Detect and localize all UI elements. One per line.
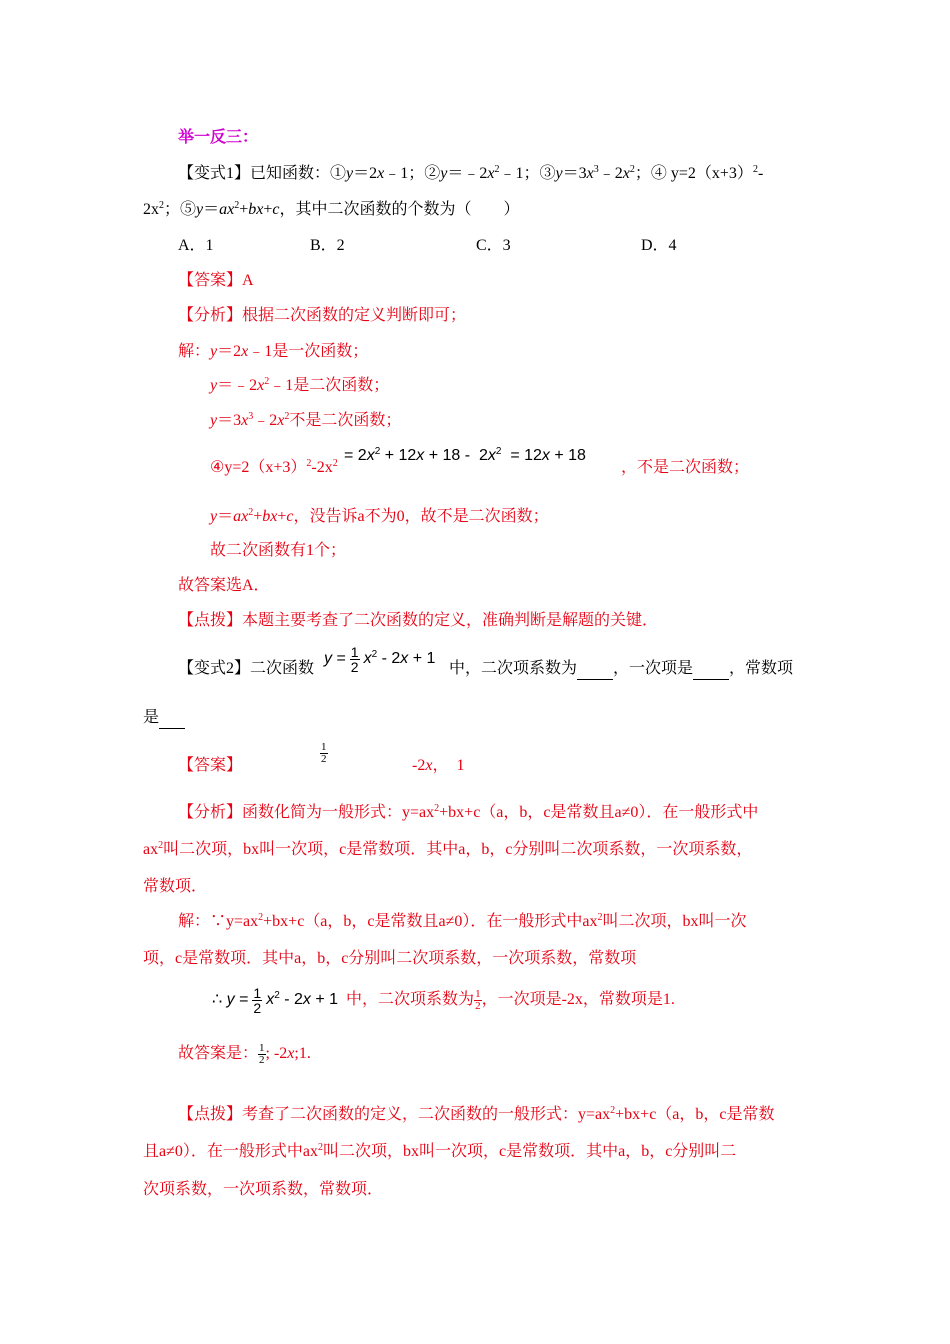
v2-answer-rest: -2x， 1: [412, 757, 465, 774]
v1-question-line1: 【变式1】已知函数：①y＝2x﹣1；$②y=﹣2x^2﹣1$；$③y=3x^3﹣2x^2$；④ $y=2(x+3)^2-$: [178, 164, 764, 182]
v1-solution-4-left: $④y=2(x+3)^2-2x^2$: [210, 458, 338, 476]
v1-option-c: C．3: [476, 237, 511, 254]
v1-answer: 【答案】A: [178, 272, 254, 289]
v2-analysis-1: 【分析】函数化简为一般形式：$y=ax^2+bx+c(a$，b，c是常数且a≠0）．在一般形式中: [178, 803, 759, 821]
v2-tip-2: 且a≠0）．在一般形式中$ax^2$叫二次项，bx叫一次项，c是常数项．其中a，b，c分别叫二: [143, 1142, 737, 1160]
v1-solution-6: 故二次函数有1个；: [210, 542, 347, 559]
v1-option-a: A．1: [178, 237, 214, 254]
v2-tip-3: 次项系数，一次项系数，常数项．: [143, 1181, 384, 1198]
v1-solution-4-right: ，不是二次函数；: [621, 459, 750, 476]
v1-analysis: 【分析】根据二次函数的定义判断即可；: [178, 307, 467, 324]
v2-solution-1: 解：$\because y=ax^2+bx+c(a$，b，c是常数且a≠0）．在一般形式中$ax^2$叫二次项，bx叫一次: [178, 912, 747, 930]
v2-analysis-3: 常数项．: [143, 878, 208, 895]
v2-solution-3: ∴ y = $\frac{1}{2}$ $x^2 - 2x + 1$ 中，二次项系数为 $\frac{1}{2}$ ，一次项是-2x，常数项是1.: [212, 985, 675, 1016]
v1-option-d: D．4: [641, 237, 677, 254]
v1-conclusion: 故答案选A．: [178, 577, 270, 594]
v1-solution-4-math: = $2x^2 + 12x + 18 - 2x^2 = 12x + 18$: [344, 446, 586, 464]
v1-question-line2: $2x^2$；$⑤y=ax^2+bx+c$，其中二次函数的个数为（ ）: [143, 200, 520, 218]
v2-question-formula: y = $\frac{1}{2}$ $x^2 - 2x + 1$: [324, 644, 436, 675]
section-heading: 举一反三：: [178, 129, 259, 146]
v2-solution-2: 项，c是常数项．其中a，b，c分别叫二次项系数，一次项系数，常数项: [143, 950, 637, 967]
v2-analysis-2: $ax^2$叫二次项，bx叫一次项，c是常数项．其中a，b，c分别叫二次项系数，一次项系数，: [143, 840, 753, 858]
v1-solution-5: $y=ax^2+bx+c$，没告诉a不为0，故不是二次函数；: [210, 507, 549, 525]
v2-answer-label: 【答案】: [178, 757, 243, 774]
fraction-one-half: $\frac{1}{2}$: [350, 644, 359, 675]
v1-tip: 【点拨】本题主要考查了二次函数的定义，准确判断是解题的关键．: [178, 612, 659, 629]
v1-solution-3: $y=3x^3﹣2x^2$不是二次函数；: [210, 411, 402, 429]
v2-question-cont: 是: [143, 708, 185, 729]
v2-tip-1: 【点拨】考查了二次函数的定义，二次函数的一般形式：$y=ax^2+bx+c(a$，b，c是常数: [178, 1105, 775, 1123]
v1-solution-2: $y=﹣2x^2﹣1$是二次函数；: [210, 376, 390, 394]
v1-solution-1: 解：y＝2x﹣1是一次函数；: [178, 343, 369, 360]
v1-option-b: B．2: [310, 237, 345, 254]
v2-result: 故答案是： $\frac{1}{2}$ ; -2x;1.: [178, 1042, 311, 1066]
v2-question-rest: 中，二次项系数为 ，一次项是 ，常数项: [449, 659, 793, 680]
v2-question-prefix: 【变式2】二次函数: [178, 660, 315, 677]
v2-answer-fraction: $\frac{1}{2}$: [321, 741, 327, 765]
